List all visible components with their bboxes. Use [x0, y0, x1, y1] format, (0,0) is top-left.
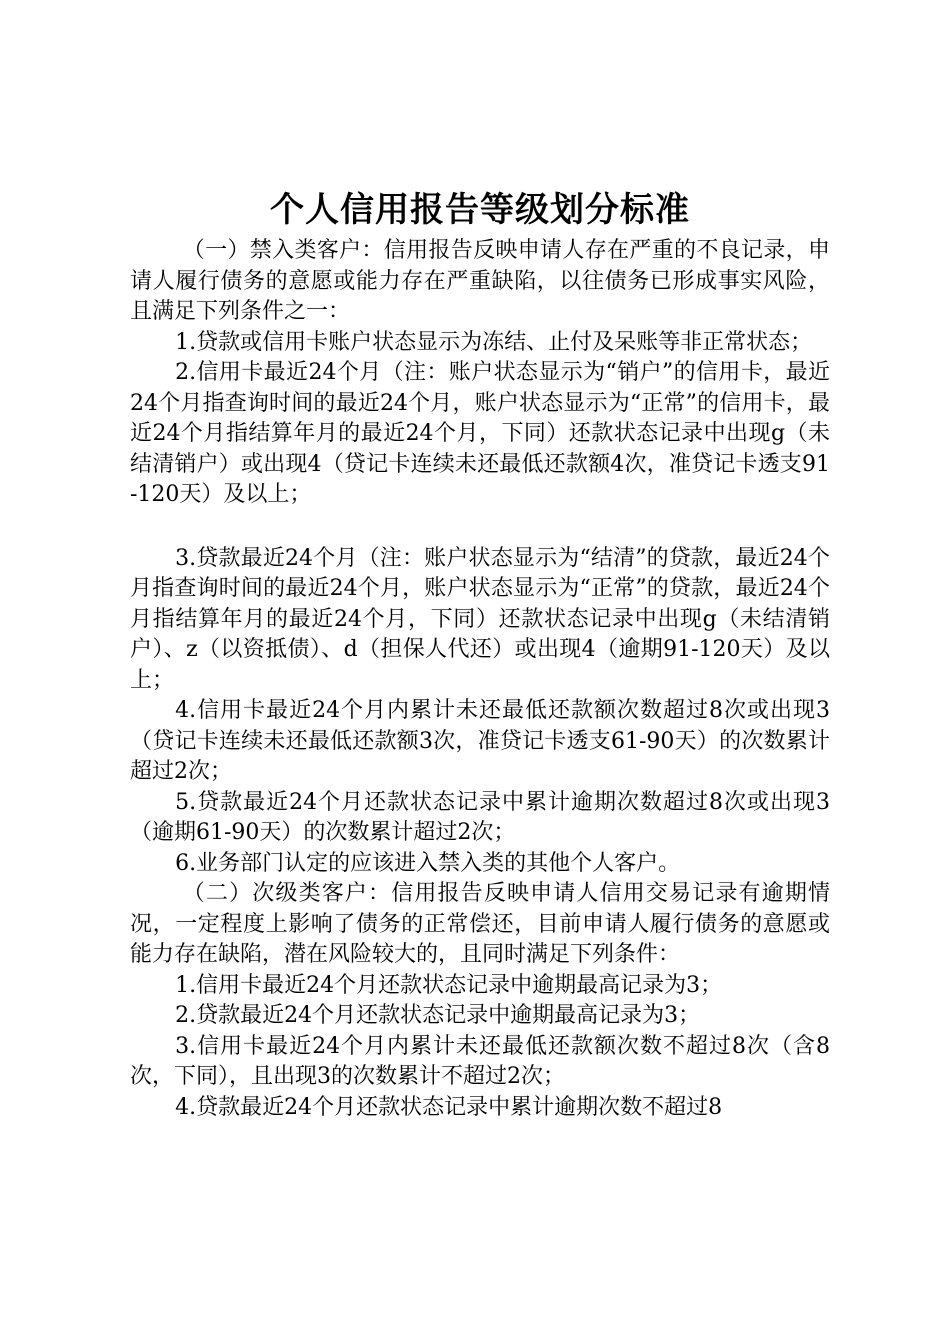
section-2-item-1: 1.信用卡最近24个月还款状态记录中逾期最高记录为3；: [175, 972, 723, 998]
section-1-intro: （一）禁入类客户：信用报告反映申请人存在严重的不良记录，申请人履行债务的意愿或能力存在严重缺陷，以往债务已形成事实风险，且满足下列条件之一：: [130, 238, 830, 324]
section-2-intro: （二）次级类客户：信用报告反映申请人信用交易记录有逾期情况，一定程度上影响了债务的正常偿还，目前申请人履行债务的意愿或能力存在缺陷，潜在风险较大的，且同时满足下列条件：: [130, 881, 830, 967]
section-1-item-1: 1.贷款或信用卡账户状态显示为冻结、止付及呆账等非正常状态；: [175, 329, 813, 355]
document-title: 个人信用报告等级划分标准: [270, 190, 690, 230]
section-2-item-4: 4.贷款最近24个月还款状态记录中累计逾期次数不超过8: [175, 1094, 723, 1120]
section-1-item-5: 5.贷款最近24个月还款状态记录中累计逾期次数超过8次或出现3（逾期61-90天）的次数累计超过2次；: [130, 789, 830, 845]
section-1-item-4: 4.信用卡最近24个月内累计未还最低还款额次数超过8次或出现3（贷记卡连续未还最低还款额3次，准贷记卡透支61-90天）的次数累计超过2次；: [130, 698, 830, 784]
section-1-item-2: 2.信用卡最近24个月（注：账户状态显示为“销户”的信用卡，最近24个月指查询时间的最近24个月，账户状态显示为“正常”的信用卡，最近24个月指结算年月的最近24个月，下同）还款状态记录中出现g（未结清销户）或出现4（贷记卡连续未还最低还款额4次，准贷记卡透支91-120天）及以上；: [130, 360, 830, 507]
document-page: [130, 190, 830, 1123]
section-1-item-3: 3.贷款最近24个月（注：账户状态显示为“结清”的贷款，最近24个月指查询时间的最近24个月，账户状态显示为“正常”的贷款，最近24个月指结算年月的最近24个月，下同）还款状态记录中出现g（未结清销户）、z（以资抵债）、d（担保人代还）或出现4（逾期91-120天）及以上；: [130, 545, 830, 693]
section-2-item-3: 3.信用卡最近24个月内累计未还最低还款额次数不超过8次（含8次，下同），且出现3的次数累计不超过2次；: [130, 1033, 830, 1089]
section-1-item-6: 6.业务部门认定的应该进入禁入类的其他个人客户。: [175, 850, 681, 876]
section-2-item-2: 2.贷款最近24个月还款状态记录中逾期最高记录为3；: [175, 1003, 701, 1028]
